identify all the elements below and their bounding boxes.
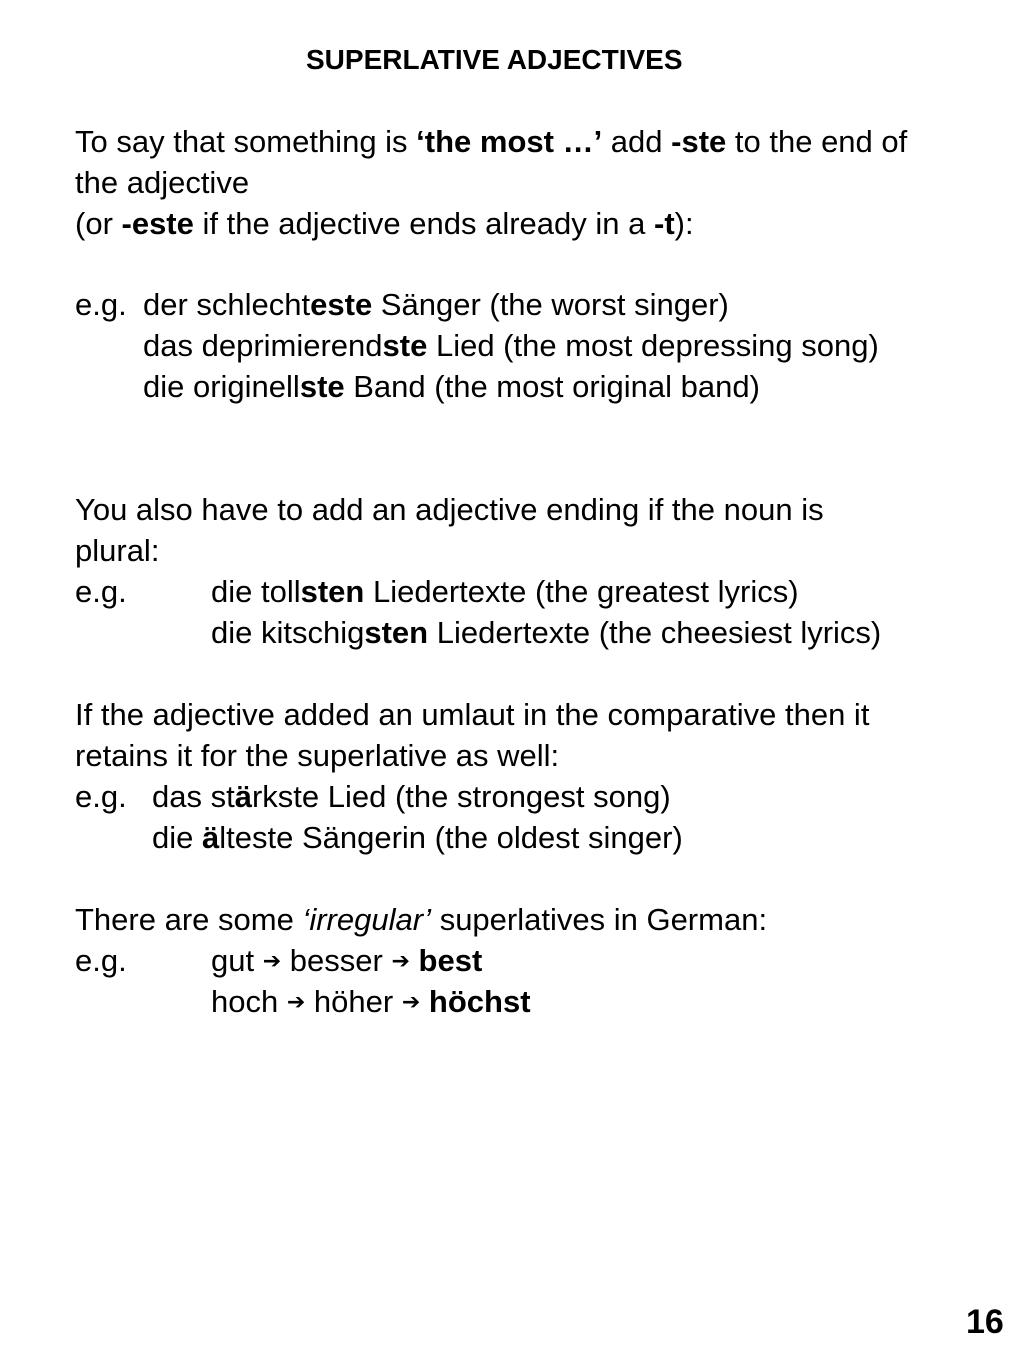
suffix-este: -este (121, 206, 194, 241)
example-suffix: este (310, 287, 373, 322)
umlaut-letter: ä (234, 779, 252, 814)
arrow-right-icon: ➔ (286, 990, 306, 1015)
umlaut-letter: ä (201, 820, 220, 855)
positive-form: gut (211, 943, 255, 978)
page-title: SUPERLATIVE ADJECTIVES (306, 44, 683, 75)
example-text: Sänger (the worst singer) (372, 287, 729, 322)
intro-text: add (602, 124, 672, 159)
example-suffix: ste (299, 369, 345, 404)
example-text: lteste Sängerin (the oldest singer) (219, 820, 683, 855)
example-item (143, 326, 879, 366)
intro-line-1 (75, 122, 907, 162)
comparative-form: besser (289, 943, 383, 978)
irregular-row (211, 941, 482, 985)
example-text: das st (152, 779, 235, 814)
page-number: 16 (966, 1303, 1004, 1341)
comparative-form: höher (313, 984, 394, 1019)
eg-label: e.g. (75, 779, 127, 814)
irregular-row (211, 982, 531, 1026)
arrow-right-icon: ➔ (391, 949, 410, 974)
intro-text: if the adjective ends already in a (193, 206, 654, 241)
example-suffix: sten (300, 574, 365, 609)
plural-line-1: You also have to add an adjective ending if the noun is (75, 492, 824, 527)
irregular-emphasis: ‘irregular’ (302, 902, 432, 937)
irregular-line (75, 900, 767, 940)
example-text: Liedertexte (the cheesiest lyrics) (428, 615, 882, 650)
example-text: Liedertexte (the greatest lyrics) (364, 574, 799, 609)
irregular-text: There are some (75, 902, 303, 937)
superlative-form: best (418, 943, 483, 978)
intro-line-3 (75, 204, 694, 244)
eg-label: e.g. (75, 287, 127, 322)
intro-line-2: the adjective (75, 165, 250, 200)
intro-text: ): (674, 206, 694, 241)
example-text: die (152, 820, 202, 855)
example-text: die originell (143, 369, 300, 404)
example-text: das deprimierend (143, 328, 383, 363)
example-text: der schlecht (143, 287, 311, 322)
suffix-t: -t (654, 206, 675, 241)
example-item (211, 613, 881, 653)
example-text: rkste Lied (the strongest song) (251, 779, 671, 814)
example-text: die toll (211, 574, 301, 609)
example-text: die kitschig (211, 615, 365, 650)
intro-text: to the end of (726, 124, 908, 159)
example-item (143, 367, 760, 407)
example-suffix: ste (382, 328, 428, 363)
irregular-text: superlatives in German: (431, 902, 768, 937)
intro-emphasis: ‘the most …’ (416, 124, 603, 159)
example-suffix: sten (364, 615, 429, 650)
example-item (152, 818, 683, 858)
example-item (143, 285, 729, 325)
intro-text: To say that something is (75, 124, 417, 159)
example-text: Band (the most original band) (344, 369, 760, 404)
eg-label: e.g. (75, 574, 127, 609)
plural-line-2: plural: (75, 533, 160, 568)
superlative-form: höchst (428, 984, 531, 1019)
umlaut-line-2: retains it for the superlative as well: (75, 738, 560, 773)
example-item (152, 777, 671, 817)
umlaut-line-1: If the adjective added an umlaut in the comparative then it (75, 697, 870, 732)
positive-form: hoch (211, 984, 279, 1019)
arrow-right-icon: ➔ (262, 949, 282, 974)
suffix-ste: -ste (671, 124, 727, 159)
intro-text: (or (75, 206, 122, 241)
example-text: Lied (the most depressing song) (427, 328, 879, 363)
example-item (211, 572, 799, 612)
arrow-right-icon: ➔ (401, 990, 421, 1015)
eg-label: e.g. (75, 943, 127, 978)
